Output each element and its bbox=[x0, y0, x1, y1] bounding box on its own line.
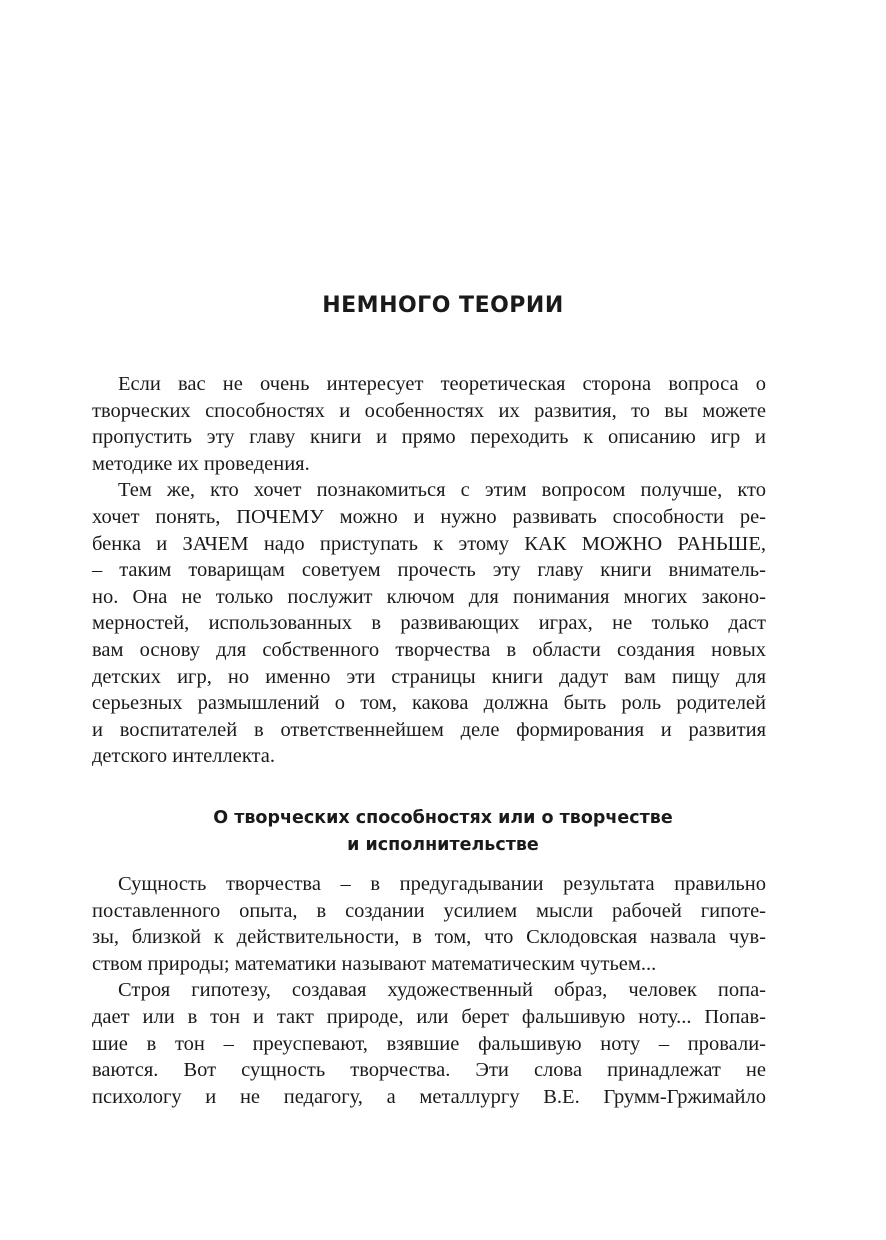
text-line: пропустить эту главу книги и прямо переходить к описанию игр и bbox=[92, 426, 766, 449]
text-line: Тем же, кто хочет познакомиться с этим вопросом получше, кто bbox=[118, 479, 766, 502]
text-line: и воспитателей в ответственнейшем деле формирования и развития bbox=[92, 718, 766, 741]
paragraph bbox=[92, 371, 766, 477]
text-line: Сущность творчества – в предугадывании результата правильно bbox=[118, 873, 766, 895]
text-line: Строя гипотезу, создавая художественный образ, человек попа- bbox=[118, 979, 766, 1002]
section-heading-line: О творческих способностях или о творчестве bbox=[213, 808, 673, 828]
text-line: шие в тон – преуспевают, взявшие фальшивую ноту – провали- bbox=[92, 1032, 766, 1055]
text-line: дает или в тон и такт природе, или берет фальшивую ноту... Попав- bbox=[92, 1005, 766, 1028]
text-line: бенка и ЗАЧЕМ надо приступать к этому КАК МОЖНО РАНЬШЕ, bbox=[92, 532, 766, 555]
text-line: ваются. Вот сущность творчества. Эти слова принадлежат не bbox=[92, 1059, 766, 1082]
text-line: психологу и не педагогу, а металлургу В.Е. Грумм-Гржимайло bbox=[92, 1085, 766, 1108]
text-line: ством природы; математики называют математическим чутьем... bbox=[92, 952, 657, 975]
text-line: методике их проведения. bbox=[92, 452, 310, 475]
text-line: детских игр, но именно эти страницы книги дадут вам пищу для bbox=[92, 665, 766, 688]
text-line: поставленного опыта, в создании усилием мысли рабочей гипоте- bbox=[92, 899, 766, 922]
text-line: Если вас не очень интересует теоретическая сторона вопроса о bbox=[118, 373, 766, 395]
section-text bbox=[92, 871, 766, 1110]
paragraph bbox=[92, 977, 766, 1110]
intro-text bbox=[92, 371, 766, 770]
text-line: хочет понять, ПОЧЕМУ можно и нужно развивать способности ре- bbox=[92, 505, 766, 528]
section-heading bbox=[0, 805, 886, 859]
paragraph bbox=[92, 871, 766, 977]
text-line: детского интеллекта. bbox=[92, 745, 275, 768]
text-line: – таким товарищам советуем прочесть эту главу книги вниматель- bbox=[92, 559, 766, 582]
text-line: вам основу для собственного творчества в области создания новых bbox=[92, 638, 766, 661]
text-line: творческих способностях и особенностях их развития, то вы можете bbox=[92, 399, 766, 422]
text-line: зы, близкой к действительности, в том, что Склодовская назвала чув- bbox=[92, 926, 766, 949]
text-line: мерностей, использованных в развивающих играх, не только даст bbox=[92, 612, 766, 635]
text-line: но. Она не только послужит ключом для понимания многих законо- bbox=[92, 585, 766, 608]
paragraph bbox=[92, 477, 766, 770]
section-heading-line: и исполнительстве bbox=[347, 835, 539, 855]
text-line: серьезных размышлений о том, какова должна быть роль родителей bbox=[92, 692, 766, 715]
chapter-heading: НЕМНОГО ТЕОРИИ bbox=[322, 293, 564, 318]
